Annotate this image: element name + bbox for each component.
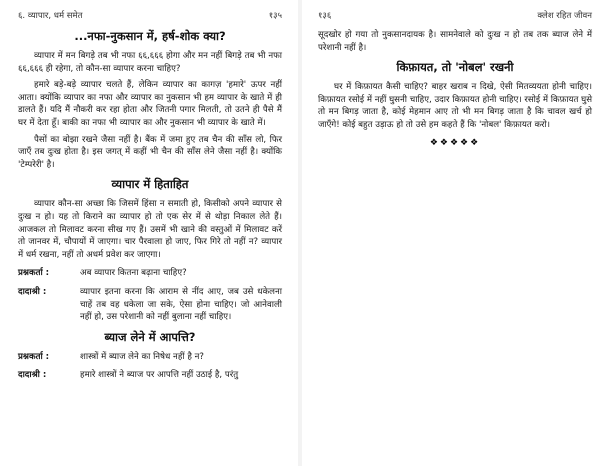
paragraph: पैसों का बोझा रखने जैसा नहीं है। बैंक में जमा हुए तब चैन की साँस लो, फिर जाएँ तब दुःख होता है। इस जगत् में कहीं भी चैन की साँस लेने जैसा नहीं है। क्योंकि 'टेम्परेरी' है।	[18, 134, 282, 170]
questioner-label: प्रश्नकर्ता :	[18, 268, 50, 279]
question-block	[18, 267, 282, 280]
question-text: शास्त्रों में ब्याज लेने का निषेध नहीं है न?	[80, 351, 204, 362]
paragraph: सूदखोर हो गया तो नुकसानदायक है। सामनेवाले को दुःख न हो तब तक ब्याज लेने में परेशानी नहीं है।	[318, 30, 592, 53]
paragraph: व्यापार में मन बिगड़े तब भी नफा ६६,६६६ होगा और मन नहीं बिगड़े तब भी नफा ६६,६६६ ही रहेगा, तो कौन-सा व्यापार करना चाहिए?	[18, 51, 282, 74]
running-header-left: ६. व्यापार, धर्म समेत	[18, 11, 83, 21]
section-heading-frugality: किफ़ायत, तो 'नोबल' रखनी	[396, 60, 514, 75]
left-page-header	[18, 10, 282, 21]
question-text: अब व्यापार कितना बढ़ाना चाहिए?	[80, 268, 187, 279]
book-gutter	[298, 0, 302, 466]
questioner-label: प्रश्नकर्ता :	[18, 351, 50, 362]
answer-text: हमारे शास्त्रों ने ब्याज पर आपत्ति नहीं उठाई है, परंतु	[80, 370, 239, 381]
answer-block	[18, 369, 282, 382]
section-heading-business-welfare: व्यापार में हिताहित	[111, 177, 189, 192]
right-page	[304, 0, 600, 466]
right-page-header	[318, 10, 592, 21]
section-heading-interest: ब्याज लेने में आपत्ति?	[104, 329, 196, 344]
paragraph: व्यापार कौन-सा अच्छा कि जिसमें हिंसा न समाती हो, किसीको अपने व्यापार से दुःख न हो। यह तो किराने का व्यापार हो तो एक सेर में से थोड़ा निकाल लेते हैं। आजकल तो मिलावट करना सीख गए हैं। उसमें भी खाने की वस्तुओं में मिलावट करें तो जानवर में, चौपायों में जाएगा। चार पैरवाला हो जाए, फिर गिरे तो नहीं न? व्यापार में धर्म रखना, नहीं तो अधर्म प्रवेश कर जाएगा।	[18, 199, 282, 260]
dadashri-label: दादाश्री :	[18, 286, 47, 297]
answer-block	[18, 286, 282, 324]
dadashri-label: दादाश्री :	[18, 370, 47, 381]
page-number-left: १३५	[268, 11, 282, 21]
paragraph: घर में किफ़ायत कैसी चाहिए? बाहर खराब न दिखे, ऐसी मितव्ययता होनी चाहिए। किफ़ायत रसोई में नहीं घुसनी चाहिए, उदार किफ़ायत होनी चाहिए। रसोई में किफ़ायत घुसे तो मन बिगड़ जाता है, कोई मेहमान आए तो भी मन बिगड़ जाता है कि चावल खर्च हो जाएँगे! कोई बहुत उड़ाऊ हो तो उसे हम कहते हैं कि 'नोबल' किफ़ायत करो।	[318, 82, 592, 130]
running-header-right: क्लेश रहित जीवन	[537, 11, 592, 21]
left-page	[0, 0, 296, 466]
section-heading-profit-loss: ...नफा-नुकसान में, हर्ष-शोक क्या?	[74, 29, 226, 43]
page-number-right: १३६	[318, 11, 332, 21]
paragraph: हमारे बड़े-बड़े व्यापार चलते हैं, लेकिन व्यापार का कागज़ 'हमारे' ऊपर नहीं आता। क्योंकि व्यापार का नफा और व्यापार का नुकसान भी हम व्यापार के खाते में ही डालते हैं। यदि मैं नौकरी कर रहा होता और जितनी पगार मिलती, तो उतने ही पैसे मैं घर में देता हूँ। बाकी का नफा भी व्यापार का और नुकसान भी व्यापार के खाते में।	[18, 80, 282, 128]
answer-text: व्यापार इतना करना कि आराम से नींद आए, जब उसे धकेलना चाहें तब वह धकेला जा सके, ऐसा होना चाहिए। जो आनेवाली नहीं हो, उस परेशानी को नहीं बुलाना नहीं चाहिए।	[80, 286, 282, 323]
question-block	[18, 351, 282, 364]
section-end-ornament: ❖❖❖❖❖	[429, 137, 481, 148]
